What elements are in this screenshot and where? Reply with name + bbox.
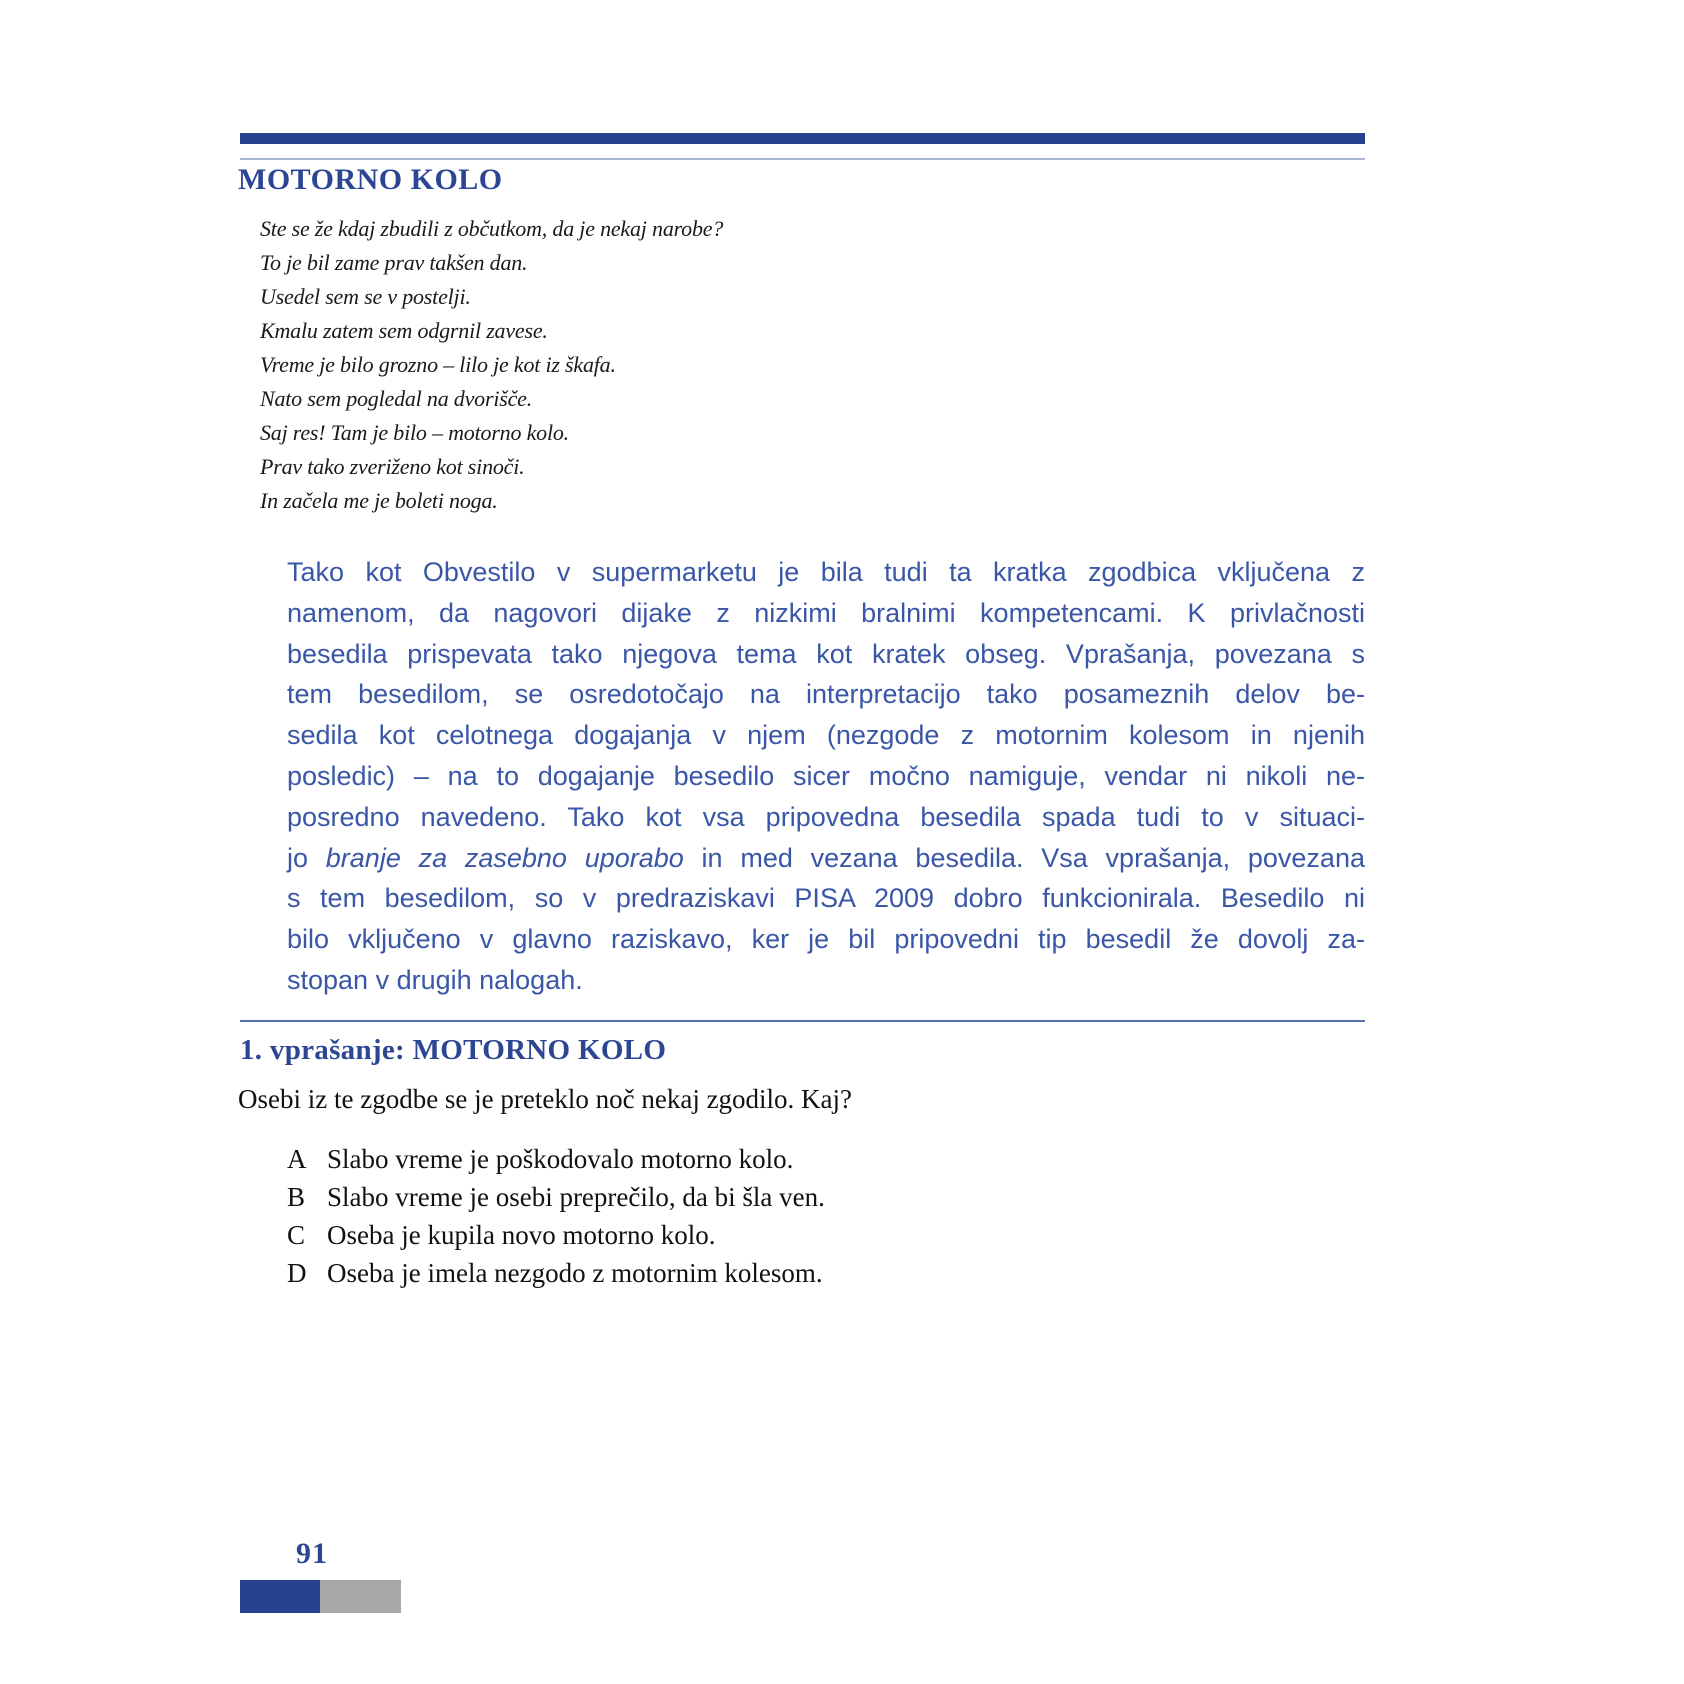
answer-option-d: [287, 1254, 825, 1292]
question-prompt: Osebi iz te zgodbe se je preteklo noč nekaj zgodilo. Kaj?: [238, 1084, 853, 1114]
footer-bar-blue-segment: [240, 1580, 320, 1613]
commentary-line: s tem besedilom, so v predraziskavi PISA 2009 dobro funkcionirala. Besedilo ni: [287, 883, 1365, 914]
poem-line: Ste se že kdaj zbudili z občutkom, da je nekaj narobe?: [260, 216, 724, 241]
answer-option-b: [287, 1178, 825, 1216]
commentary-italic-phrase: branje za zasebno uporabo: [325, 842, 684, 873]
option-letter: D: [287, 1258, 307, 1288]
question-heading-title: MOTORNO KOLO: [412, 1034, 667, 1066]
poem-line: In začela me je boleti noga.: [260, 488, 498, 513]
commentary-line: bilo vključeno v glavno raziskavo, ker je bil pripovedni tip besedil že dovolj za-: [287, 924, 1365, 955]
poem: [260, 212, 1060, 518]
option-letter: B: [287, 1182, 306, 1212]
option-letter: A: [287, 1144, 307, 1174]
commentary-line: namenom, da nagovori dijake z nizkimi bralnimi kompetencami. K privlačnosti: [287, 597, 1365, 628]
section-divider: [240, 1020, 1365, 1022]
question-heading: [240, 1034, 666, 1067]
commentary-line: Tako kot Obvestilo v supermarketu je bila tudi ta kratka zgodbica vključena z: [287, 557, 1365, 587]
commentary-text-segment: in med vezana besedila. Vsa vprašanja, povezana: [683, 842, 1365, 873]
option-text: Oseba je imela nezgodo z motornim kolesom.: [327, 1258, 823, 1288]
header-rule-thick: [240, 133, 1365, 144]
commentary-line: posredno navedeno. Tako kot vsa pripovedna besedila spada tudi to v situaci-: [287, 801, 1365, 832]
commentary-line: besedila prispevata tako njegova tema kot kratek obseg. Vprašanja, povezana s: [287, 638, 1365, 669]
answer-option-a: [287, 1140, 825, 1178]
poem-line: Prav tako zveriženo kot sinoči.: [260, 454, 525, 479]
footer-progress-bar: [240, 1580, 401, 1613]
commentary-text-segment: jo: [287, 842, 326, 873]
option-text: Slabo vreme je poškodovalo motorno kolo.: [327, 1144, 794, 1174]
question-number-label: 1. vprašanje:: [240, 1034, 413, 1066]
poem-line: Kmalu zatem sem odgrnil zavese.: [260, 318, 548, 343]
commentary-line: posledic) – na to dogajanje besedilo sicer močno namiguje, vendar ni nikoli ne-: [287, 760, 1365, 791]
poem-line: Nato sem pogledal na dvorišče.: [260, 386, 533, 411]
option-text: Oseba je kupila novo motorno kolo.: [327, 1220, 716, 1250]
option-text: Slabo vreme je osebi preprečilo, da bi šla ven.: [327, 1182, 825, 1212]
poem-line: Vreme je bilo grozno – lilo je kot iz škafa.: [260, 352, 616, 377]
page-number: 91: [296, 1537, 328, 1570]
commentary-line: tem besedilom, se osredotočajo na interpretacijo tako posameznih delov be-: [287, 679, 1365, 710]
option-letter: C: [287, 1220, 306, 1250]
poem-line: Usedel sem se v postelji.: [260, 284, 471, 309]
header-rule-thin: [240, 158, 1365, 160]
page-title: MOTORNO KOLO: [238, 163, 503, 196]
poem-line: Saj res! Tam je bilo – motorno kolo.: [260, 420, 569, 445]
commentary-line: sedila kot celotnega dogajanja v njem (nezgode z motornim kolesom in njenih: [287, 720, 1365, 751]
poem-line: To je bil zame prav takšen dan.: [260, 250, 528, 275]
commentary-line: [287, 838, 1365, 879]
commentary-line: stopan v drugih nalogah.: [287, 964, 583, 995]
commentary: [287, 552, 1365, 1001]
options-list: [287, 1140, 825, 1292]
answer-option-c: [287, 1216, 825, 1254]
footer-bar-gray-segment: [320, 1580, 401, 1613]
